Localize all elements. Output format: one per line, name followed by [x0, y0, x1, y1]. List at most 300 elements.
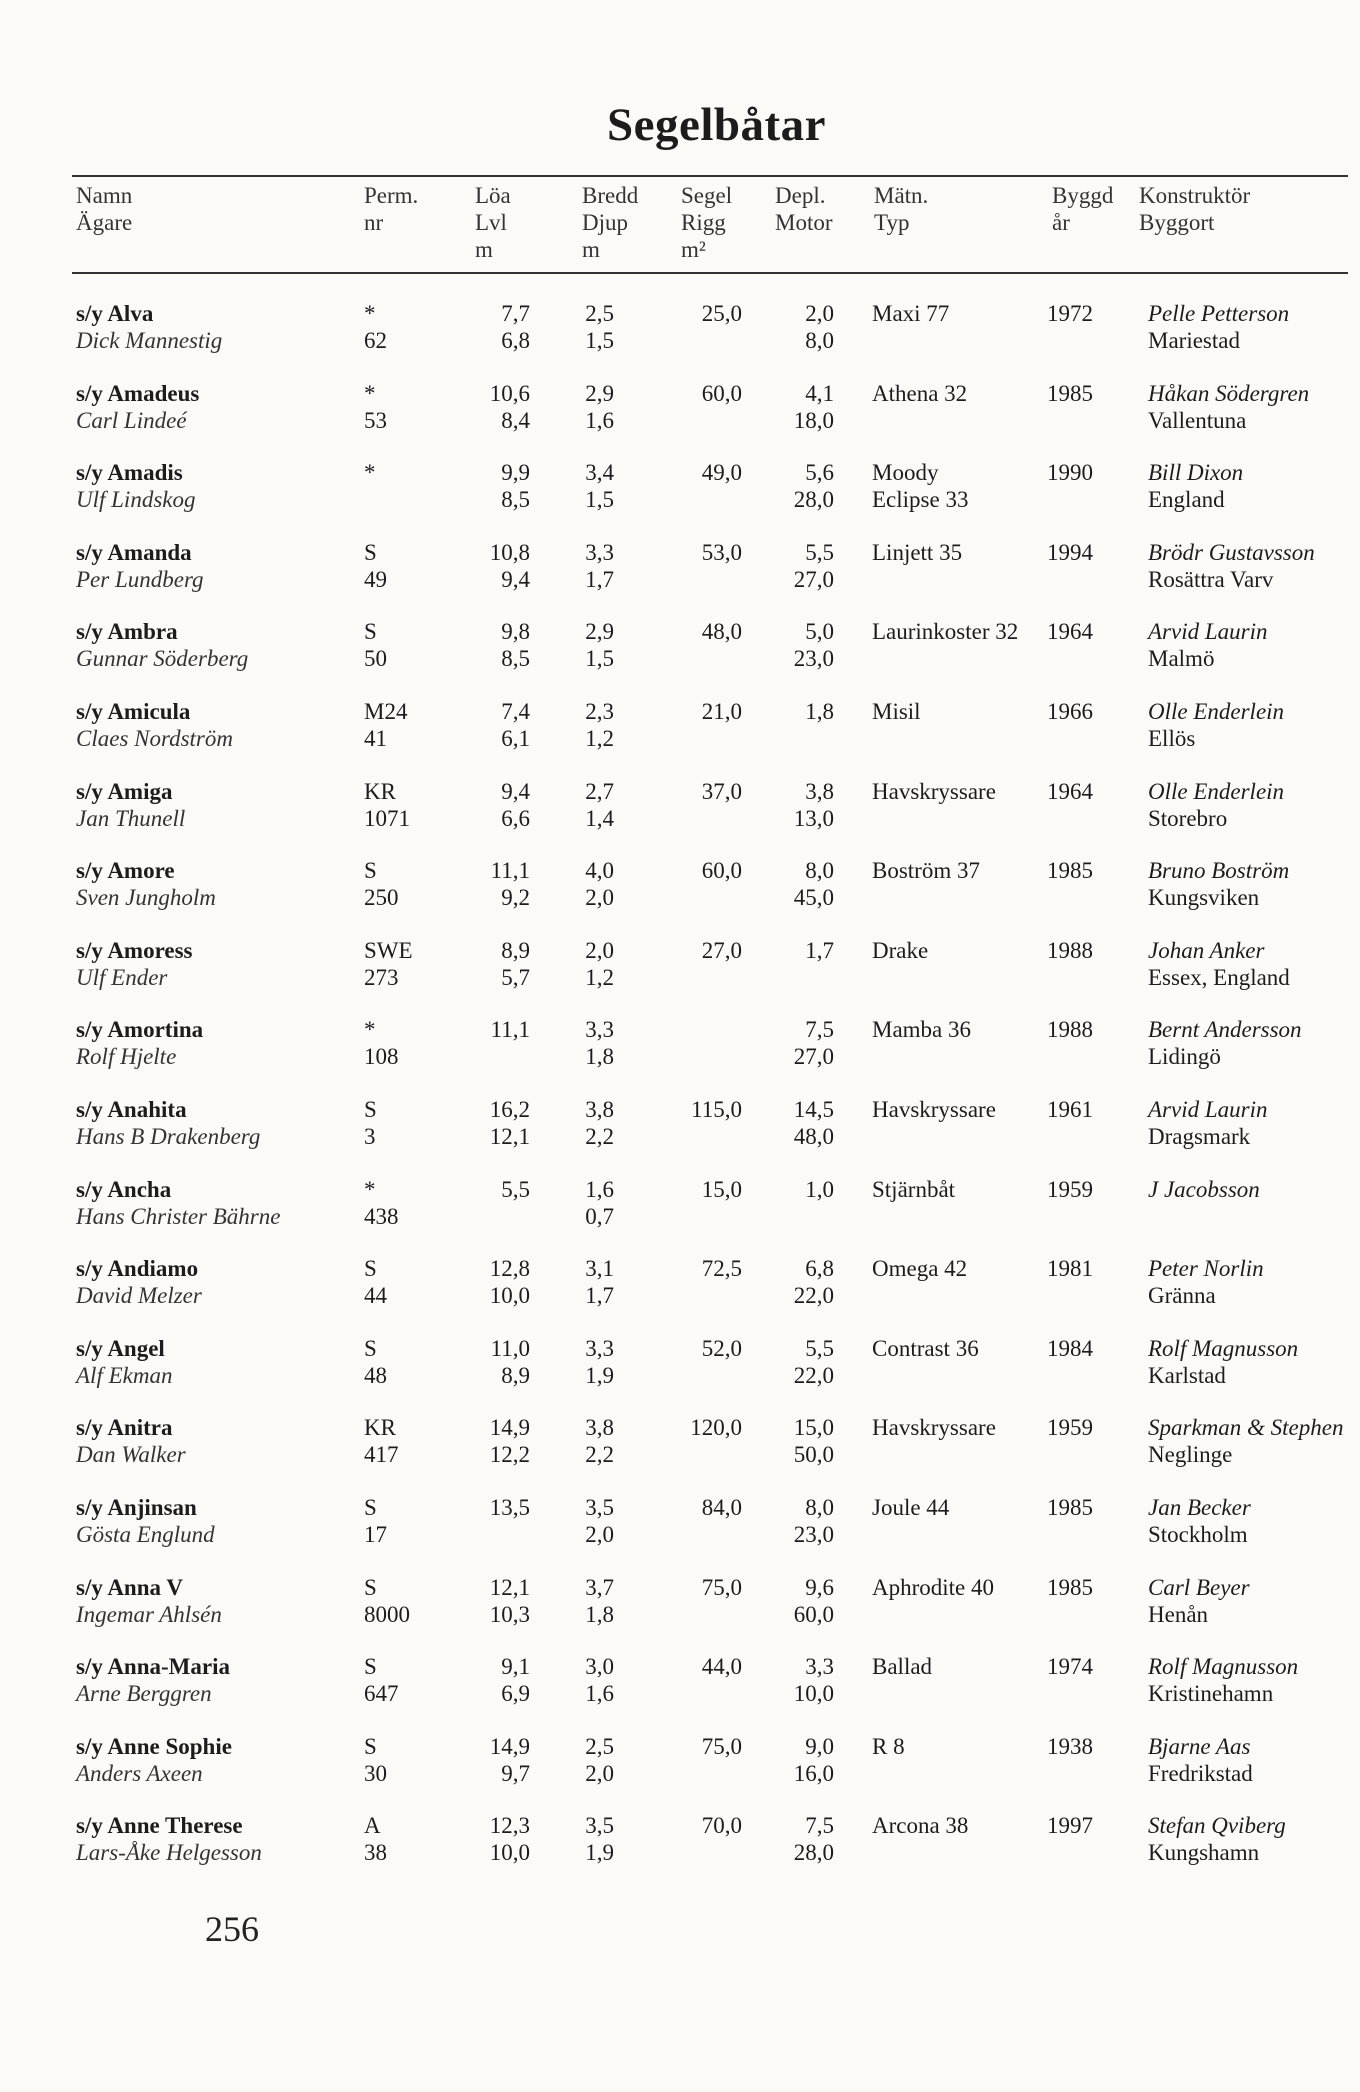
name-value: s/y Ambra: [76, 619, 178, 645]
depl-motor-cell: [794, 618, 834, 672]
boat-name-owner-cell: [76, 1733, 232, 1787]
loa-lvl-cell: [490, 1414, 530, 1468]
perm-nr-cell: [364, 1176, 399, 1230]
bredd-value: 1,6: [585, 1176, 614, 1202]
perm2-value: 273: [364, 964, 399, 990]
typ-cell: [872, 1812, 968, 1866]
owner-value: Alf Ekman: [76, 1362, 173, 1388]
boat-entry: [0, 380, 1360, 460]
motor-value: 28,0: [793, 1840, 834, 1866]
segel-value: 21,0: [701, 698, 742, 724]
bredd-value: 2,5: [585, 301, 614, 326]
bredd-value: 2,3: [585, 698, 614, 724]
konstr-value: J Jacobsson: [1148, 1176, 1260, 1202]
loa-lvl-cell: [490, 1096, 530, 1150]
typ-cell: [872, 459, 968, 513]
konstr-value: Carl Beyer: [1148, 1574, 1250, 1600]
page-number: 256: [205, 1909, 259, 1949]
perm1-value: A: [364, 1813, 381, 1839]
typ1-value: Moody: [872, 460, 939, 486]
motor-value: 27,0: [793, 1044, 834, 1070]
typ2-value: [872, 964, 928, 991]
bredd-djup-cell: [585, 1653, 614, 1707]
loa-value: 8,9: [501, 937, 530, 963]
perm2-value: 38: [364, 1840, 387, 1866]
segel-cell: [702, 1335, 742, 1362]
perm2-value: 108: [364, 1044, 399, 1070]
typ2-value: [872, 884, 980, 911]
depl-value: 1,0: [805, 1176, 834, 1202]
boat-entry: [0, 1176, 1360, 1256]
typ-cell: [872, 1733, 905, 1787]
boat-entry: [0, 300, 1360, 380]
motor-value: 23,0: [793, 1521, 834, 1547]
bredd-djup-cell: [585, 459, 614, 513]
perm-nr-cell: [364, 857, 399, 911]
byggd-ar-cell: [1047, 1414, 1093, 1441]
konstr-value: Rolf Magnusson: [1148, 1335, 1299, 1361]
bredd-value: 3,3: [585, 539, 614, 565]
loa-value: 12,1: [489, 1574, 530, 1600]
perm1-value: *: [364, 1017, 376, 1043]
loa-lvl-cell: [491, 1016, 530, 1070]
ar-value: 1974: [1047, 1654, 1093, 1680]
konstruktor-byggort-cell: [1148, 1176, 1260, 1230]
lvl-value: 8,4: [501, 407, 530, 433]
perm2-value: 3: [364, 1123, 376, 1149]
bredd-djup-cell: [585, 380, 614, 434]
ort-value: Mariestad: [1148, 328, 1240, 353]
bredd-value: 3,8: [585, 1096, 614, 1122]
boat-list: [0, 300, 1360, 1892]
konstr-value: Pelle Petterson: [1148, 301, 1290, 326]
segel-value: 27,0: [701, 937, 742, 963]
perm1-value: S: [364, 619, 377, 645]
konstr-value: Stefan Qviberg: [1148, 1813, 1286, 1839]
segel-value: 70,0: [701, 1813, 742, 1839]
loa-lvl-cell: [501, 618, 530, 672]
lvl-value: 9,2: [501, 885, 530, 911]
loa-value: 16,2: [489, 1096, 530, 1122]
perm1-value: *: [364, 301, 376, 326]
ar-value: 1988: [1047, 1017, 1093, 1043]
owner-value: Ulf Lindskog: [76, 487, 196, 513]
loa-lvl-cell: [501, 778, 530, 832]
djup-value: 1,2: [585, 964, 614, 990]
name-value: s/y Amiga: [76, 778, 173, 804]
motor-value: 22,0: [793, 1283, 834, 1309]
depl-motor-cell: [794, 1016, 834, 1070]
ar-value: 1966: [1047, 698, 1093, 724]
loa-lvl-cell: [491, 1335, 530, 1389]
segel-value: 75,0: [701, 1733, 742, 1759]
motor-value: 22,0: [793, 1362, 834, 1388]
perm-nr-cell: [364, 1733, 387, 1787]
depl-value: 5,0: [805, 619, 834, 645]
perm2-value: 62: [364, 328, 387, 353]
motor-value: 23,0: [793, 646, 834, 672]
loa-value: 13,5: [489, 1494, 530, 1520]
segel-value: 25,0: [701, 301, 742, 326]
name-value: s/y Angel: [76, 1335, 165, 1361]
depl-value: 3,3: [805, 1654, 834, 1680]
depl-motor-cell: [805, 698, 834, 752]
loa-lvl-cell: [501, 1653, 530, 1707]
perm1-value: KR: [364, 778, 396, 804]
segel-value: 84,0: [701, 1494, 742, 1520]
djup-value: 1,8: [585, 1601, 614, 1627]
lvl-value: 6,6: [501, 805, 530, 831]
konstruktor-byggort-cell: [1148, 539, 1315, 593]
owner-value: Arne Berggren: [76, 1681, 212, 1707]
konstruktor-byggort-cell: [1148, 1574, 1250, 1628]
loa-lvl-cell: [490, 1733, 530, 1787]
loa-value: 9,8: [501, 619, 530, 645]
perm1-value: S: [364, 1335, 377, 1361]
byggd-ar-cell: [1047, 618, 1093, 645]
typ-cell: [872, 1255, 967, 1309]
header-byggd-ar: [1052, 182, 1113, 236]
typ-cell: [872, 698, 921, 752]
perm1-value: S: [364, 1494, 377, 1520]
boat-name-owner-cell: [76, 618, 248, 672]
motor-value: 8,0: [805, 328, 834, 353]
konstr-value: Peter Norlin: [1148, 1256, 1264, 1282]
perm2-value: 1071: [364, 805, 410, 831]
konstruktor-byggort-cell: [1148, 1414, 1343, 1468]
byggd-ar-cell: [1047, 1653, 1093, 1680]
typ-cell: [872, 1414, 996, 1468]
motor-value: 16,0: [793, 1760, 834, 1786]
header-loa-lvl: [475, 182, 511, 263]
bredd-djup-cell: [585, 539, 614, 593]
depl-motor-cell: [794, 1414, 834, 1468]
konstruktor-byggort-cell: [1148, 618, 1267, 672]
header-label: m: [582, 237, 600, 262]
boat-name-owner-cell: [76, 380, 199, 434]
djup-value: 2,0: [585, 1521, 614, 1547]
bredd-value: 3,3: [585, 1017, 614, 1043]
header-label: Depl.: [775, 183, 826, 208]
loa-lvl-cell: [491, 857, 530, 911]
header-label: Motor: [775, 210, 833, 235]
segel-cell: [702, 1255, 742, 1282]
ort-value: Kungshamn: [1148, 1840, 1260, 1866]
page-title: Segelbåtar: [606, 99, 827, 151]
depl-value: 7,5: [805, 1017, 834, 1043]
djup-value: 2,2: [585, 1442, 614, 1468]
ar-value: 1985: [1047, 380, 1093, 406]
header-label: Perm.: [364, 183, 419, 208]
depl-motor-cell: [794, 1096, 834, 1150]
typ2-value: [872, 1123, 996, 1150]
header-depl-motor: [775, 182, 833, 236]
boat-entry: [0, 1574, 1360, 1654]
boat-entry: [0, 1335, 1360, 1415]
loa-lvl-cell: [501, 937, 530, 991]
konstruktor-byggort-cell: [1148, 778, 1284, 832]
perm-nr-cell: [364, 1574, 410, 1628]
konstruktor-byggort-cell: [1148, 1096, 1267, 1150]
header-label: Segel: [681, 183, 733, 208]
bredd-value: 2,0: [585, 937, 614, 963]
bredd-djup-cell: [585, 1494, 614, 1548]
depl-value: 9,0: [805, 1733, 834, 1759]
djup-value: 1,7: [585, 566, 614, 592]
typ2-value: [872, 327, 949, 354]
typ-cell: [872, 1096, 996, 1150]
ort-value: Vallentuna: [1148, 407, 1247, 433]
byggd-ar-cell: [1047, 1176, 1093, 1203]
ort-value: Storebro: [1148, 805, 1228, 831]
typ-cell: [872, 618, 1018, 672]
ar-value: 1997: [1047, 1813, 1093, 1839]
owner-value: Carl Lindeé: [76, 407, 187, 433]
motor-value: 18,0: [793, 407, 834, 433]
ar-value: 1988: [1047, 937, 1093, 963]
depl-value: 5,6: [805, 460, 834, 486]
bredd-value: 3,0: [585, 1654, 614, 1680]
typ-cell: [872, 1653, 932, 1707]
byggd-ar-cell: [1047, 1812, 1093, 1839]
typ1-value: Laurinkoster 32: [872, 619, 1019, 645]
typ2-value: [872, 1282, 967, 1309]
typ-cell: [872, 937, 928, 991]
typ1-value: R 8: [872, 1733, 905, 1759]
perm1-value: *: [364, 460, 376, 486]
name-value: s/y Amortina: [76, 1017, 204, 1043]
boat-name-owner-cell: [76, 1255, 202, 1309]
boat-entry: [0, 459, 1360, 539]
perm2-value: 647: [364, 1681, 399, 1707]
segel-cell: [702, 300, 742, 327]
ort-value: Henån: [1148, 1601, 1209, 1627]
perm2-value: 44: [364, 1283, 387, 1309]
perm2-value: 250: [364, 885, 399, 911]
owner-value: Lars-Åke Helgesson: [76, 1840, 262, 1866]
header-label: Mätn.: [874, 183, 929, 208]
perm-nr-cell: [364, 778, 410, 832]
name-value: s/y Andiamo: [76, 1256, 199, 1282]
typ-cell: [872, 1494, 949, 1548]
bredd-djup-cell: [585, 937, 614, 991]
perm2-value: 48: [364, 1362, 387, 1388]
djup-value: 1,6: [585, 407, 614, 433]
perm-nr-cell: [364, 1812, 387, 1866]
loa-lvl-cell: [490, 1574, 530, 1628]
segel-cell: [690, 1414, 742, 1441]
boat-entry: [0, 778, 1360, 858]
header-bredd-djup: [582, 182, 638, 263]
lvl-value: 9,7: [501, 1760, 530, 1786]
loa-lvl-cell: [501, 1176, 530, 1230]
bredd-djup-cell: [585, 778, 614, 832]
lvl-value: 6,9: [501, 1681, 530, 1707]
name-value: s/y Amadis: [76, 460, 183, 486]
owner-value: Gösta Englund: [76, 1521, 215, 1547]
perm1-value: S: [364, 1733, 377, 1759]
segel-cell: [702, 698, 742, 725]
lvl-value: 5,7: [501, 964, 530, 990]
header-segel-rigg: [681, 182, 732, 263]
konstr-value: Bill Dixon: [1148, 460, 1244, 486]
konstruktor-byggort-cell: [1148, 380, 1309, 434]
ort-value: Stockholm: [1148, 1521, 1248, 1547]
konstr-value: Sparkman & Stephen: [1148, 1415, 1344, 1441]
depl-motor-cell: [794, 380, 834, 434]
typ-cell: [872, 1176, 955, 1230]
boat-name-owner-cell: [76, 778, 185, 832]
typ1-value: Omega 42: [872, 1256, 968, 1282]
depl-motor-cell: [794, 1653, 834, 1707]
ar-value: 1938: [1047, 1733, 1093, 1759]
perm1-value: S: [364, 539, 377, 565]
motor-value: 50,0: [793, 1442, 834, 1468]
bredd-djup-cell: [585, 1335, 614, 1389]
typ1-value: Joule 44: [872, 1494, 950, 1520]
segel-value: 60,0: [701, 380, 742, 406]
boat-entry: [0, 539, 1360, 619]
segel-cell: [702, 1494, 742, 1521]
konstruktor-byggort-cell: [1148, 1016, 1302, 1070]
name-value: s/y Amoress: [76, 937, 193, 963]
boat-name-owner-cell: [76, 937, 193, 991]
loa-value: 7,7: [501, 301, 530, 326]
header-label: Konstruktör: [1139, 183, 1251, 208]
djup-value: 1,5: [585, 328, 614, 353]
depl-value: 3,8: [805, 778, 834, 804]
ort-value: Malmö: [1148, 646, 1215, 672]
bredd-djup-cell: [585, 618, 614, 672]
typ2-value: [872, 1203, 955, 1230]
name-value: s/y Amicula: [76, 698, 191, 724]
lvl-value: 12,2: [489, 1442, 530, 1468]
typ1-value: Havskryssare: [872, 1096, 996, 1122]
owner-value: Ingemar Ahlsén: [76, 1601, 222, 1627]
byggd-ar-cell: [1047, 778, 1093, 805]
name-value: s/y Anne Therese: [76, 1813, 243, 1839]
bredd-value: 3,5: [585, 1813, 614, 1839]
header-label: Typ: [874, 210, 910, 235]
konstr-value: Arvid Laurin: [1148, 619, 1268, 645]
typ1-value: Mamba 36: [872, 1017, 972, 1043]
bredd-djup-cell: [585, 1812, 614, 1866]
loa-value: 14,9: [489, 1415, 530, 1441]
perm-nr-cell: [364, 937, 413, 991]
lvl-value: 10,0: [489, 1840, 530, 1866]
owner-value: David Melzer: [76, 1283, 202, 1309]
motor-value: 27,0: [793, 566, 834, 592]
djup-value: 2,0: [585, 1760, 614, 1786]
boat-name-owner-cell: [76, 857, 216, 911]
typ1-value: Havskryssare: [872, 1415, 996, 1441]
depl-value: 2,0: [805, 301, 834, 326]
ort-value: [1148, 1203, 1260, 1230]
segel-cell: [702, 1812, 742, 1839]
motor-value: [805, 964, 834, 991]
konstruktor-byggort-cell: [1148, 1733, 1253, 1787]
depl-motor-cell: [794, 1255, 834, 1309]
owner-value: Ulf Ender: [76, 964, 168, 990]
ar-value: 1959: [1047, 1415, 1093, 1441]
byggd-ar-cell: [1047, 1335, 1093, 1362]
byggd-ar-cell: [1047, 300, 1093, 327]
konstr-value: Arvid Laurin: [1148, 1096, 1268, 1122]
depl-motor-cell: [794, 459, 834, 513]
typ2-value: [872, 1601, 994, 1628]
konstruktor-byggort-cell: [1148, 1653, 1298, 1707]
byggd-ar-cell: [1047, 1255, 1093, 1282]
header-top-rule: [72, 175, 1348, 177]
segel-value: 52,0: [701, 1335, 742, 1361]
byggd-ar-cell: [1047, 1096, 1093, 1123]
perm-nr-cell: [364, 1653, 399, 1707]
ort-value: Rosättra Varv: [1148, 566, 1274, 592]
perm1-value: SWE: [364, 937, 413, 963]
depl-value: 5,5: [805, 1335, 834, 1361]
typ2-value: [872, 407, 967, 434]
byggd-ar-cell: [1047, 459, 1093, 486]
konstruktor-byggort-cell: [1148, 1335, 1298, 1389]
depl-value: 7,5: [805, 1813, 834, 1839]
bredd-value: 4,0: [585, 858, 614, 884]
ar-value: 1964: [1047, 778, 1093, 804]
owner-value: Jan Thunell: [76, 805, 186, 831]
ort-value: Kungsviken: [1148, 885, 1260, 911]
typ-cell: [872, 1016, 971, 1070]
typ2-value: Eclipse 33: [872, 487, 969, 513]
perm1-value: S: [364, 1654, 377, 1680]
loa-lvl-cell: [490, 1494, 530, 1548]
perm2-value: 50: [364, 646, 387, 672]
name-value: s/y Amadeus: [76, 380, 200, 406]
perm-nr-cell: [364, 618, 387, 672]
depl-value: 8,0: [805, 1494, 834, 1520]
loa-value: 9,1: [501, 1654, 530, 1680]
konstr-value: Jan Becker: [1148, 1494, 1251, 1520]
loa-value: 5,5: [501, 1176, 530, 1202]
segel-value: 53,0: [701, 539, 742, 565]
owner-value: Claes Nordström: [76, 725, 233, 751]
owner-value: Hans Christer Bährne: [76, 1203, 281, 1229]
loa-lvl-cell: [490, 380, 530, 434]
typ1-value: Boström 37: [872, 858, 980, 884]
perm1-value: S: [364, 1574, 377, 1600]
konstr-value: Bruno Boström: [1148, 858, 1290, 884]
name-value: s/y Anitra: [76, 1415, 173, 1441]
boat-entry: [0, 698, 1360, 778]
depl-motor-cell: [794, 1733, 834, 1787]
segel-value: 115,0: [691, 1096, 742, 1122]
byggd-ar-cell: [1047, 698, 1093, 725]
bredd-value: 3,7: [585, 1574, 614, 1600]
boat-entry: [0, 618, 1360, 698]
boat-name-owner-cell: [76, 539, 204, 593]
segel-value: 44,0: [701, 1654, 742, 1680]
name-value: s/y Anjinsan: [76, 1494, 197, 1520]
boat-entry: [0, 1096, 1360, 1176]
loa-value: 9,4: [501, 778, 530, 804]
typ1-value: Stjärnbåt: [872, 1176, 956, 1202]
name-value: s/y Anna V: [76, 1574, 183, 1600]
bredd-value: 2,7: [585, 778, 614, 804]
perm2-value: 49: [364, 566, 387, 592]
typ2-value: [872, 1043, 971, 1070]
boat-name-owner-cell: [76, 1494, 215, 1548]
ort-value: England: [1148, 487, 1225, 513]
boat-entry: [0, 1255, 1360, 1335]
boat-entry: [0, 857, 1360, 937]
